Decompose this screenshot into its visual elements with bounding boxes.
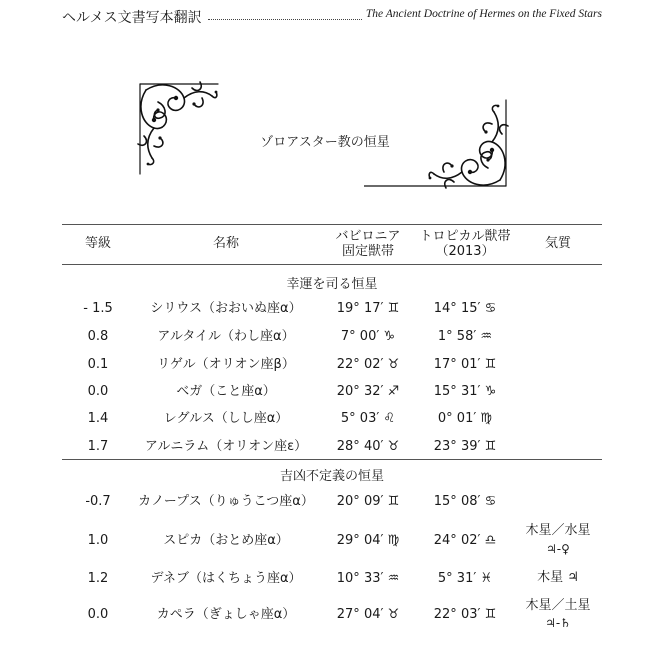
magnitude: 1.2 [87, 571, 109, 586]
column-header-babylonian-line1: バビロニア [335, 229, 401, 244]
tropical-position: 15° 08′ ♋ [433, 494, 497, 509]
babylonian-position: 27° 04′ ♉ [336, 607, 400, 622]
babylonian-position: 22° 02′ ♉ [336, 357, 400, 372]
tropical-position: 22° 03′ ♊ [433, 607, 497, 622]
tropical-position: 1° 58′ ♒ [437, 329, 493, 344]
header-leader-dots [208, 19, 362, 20]
running-header [62, 6, 602, 26]
temperament: 木星 ♃ [537, 570, 579, 585]
tropical-position: 23° 39′ ♊ [433, 439, 497, 454]
tropical-position: 5° 31′ ♓ [437, 571, 493, 586]
planet-symbols: ♃-♀ [546, 542, 570, 556]
babylonian-position: 19° 17′ ♊ [336, 301, 400, 316]
magnitude: 0.8 [87, 329, 109, 344]
column-header-babylonian-line2: 固定獣帯 [341, 244, 394, 259]
header-left-title: ヘルメス文書写本翻訳 [62, 10, 202, 26]
section-divider [62, 459, 602, 460]
babylonian-position: 5° 03′ ♌ [340, 411, 396, 426]
babylonian-position: 20° 32′ ♐ [336, 384, 400, 399]
planet-symbols: ♃-♄ [545, 616, 571, 630]
star-name: カノープス（りゅうこつ座α） [138, 494, 314, 509]
tropical-position: 0° 01′ ♍ [437, 411, 493, 426]
star-name: アルニラム（オリオン座ε） [144, 439, 308, 454]
column-header-magnitude: 等級 [84, 236, 111, 251]
magnitude: 1.0 [87, 533, 109, 548]
section-title-indeterminate: 吉凶不定義の恒星 [279, 469, 384, 484]
magnitude: 0.1 [87, 357, 109, 372]
magnitude: 1.4 [87, 411, 109, 426]
star-name: カペラ（ぎょしゃ座α） [156, 607, 296, 622]
star-name: リゲル（オリオン座β） [157, 357, 295, 372]
babylonian-position: 28° 40′ ♉ [336, 439, 400, 454]
temperament: 木星／水星 [525, 523, 591, 538]
babylonian-position: 20° 09′ ♊ [336, 494, 400, 509]
tropical-position: 24° 02′ ♎ [433, 533, 497, 548]
table-top-rule [62, 224, 602, 225]
star-name: アルタイル（わし座α） [157, 329, 295, 344]
star-name: デネブ（はくちょう座α） [150, 571, 302, 586]
star-name: スピカ（おとめ座α） [163, 533, 289, 548]
column-header-tropical-line2: （2013） [435, 244, 495, 259]
page-title: ゾロアスター教の恒星 [260, 135, 390, 150]
header-bottom-rule [62, 264, 602, 265]
header-right-title: The Ancient Doctrine of Hermes on the Fixed Stars [365, 8, 602, 20]
star-name: ベガ（こと座α） [176, 384, 276, 399]
star-name: レグルス（しし座α） [163, 411, 289, 426]
babylonian-position: 29° 04′ ♍ [336, 533, 400, 548]
tropical-position: 14° 15′ ♋ [433, 301, 497, 316]
tropical-position: 17° 01′ ♊ [433, 357, 497, 372]
babylonian-position: 7° 00′ ♑ [340, 329, 396, 344]
column-header-name: 名称 [212, 236, 239, 251]
magnitude: 0.0 [87, 384, 109, 399]
star-name: シリウス（おおいぬ座α） [150, 301, 302, 316]
section-title-fortunate: 幸運を司る恒星 [286, 277, 378, 292]
column-header-temperament: 気質 [544, 236, 571, 251]
column-header-tropical-line1: トロピカル獣帯 [419, 229, 511, 244]
magnitude: - 1.5 [83, 301, 113, 316]
temperament: 木星／土星 [525, 598, 591, 613]
magnitude: 1.7 [87, 439, 109, 454]
tropical-position: 15° 31′ ♑ [433, 384, 497, 399]
magnitude: 0.0 [87, 607, 109, 622]
magnitude: -0.7 [85, 494, 111, 509]
babylonian-position: 10° 33′ ♒ [336, 571, 400, 586]
flourish-corner-top-left [132, 76, 222, 176]
